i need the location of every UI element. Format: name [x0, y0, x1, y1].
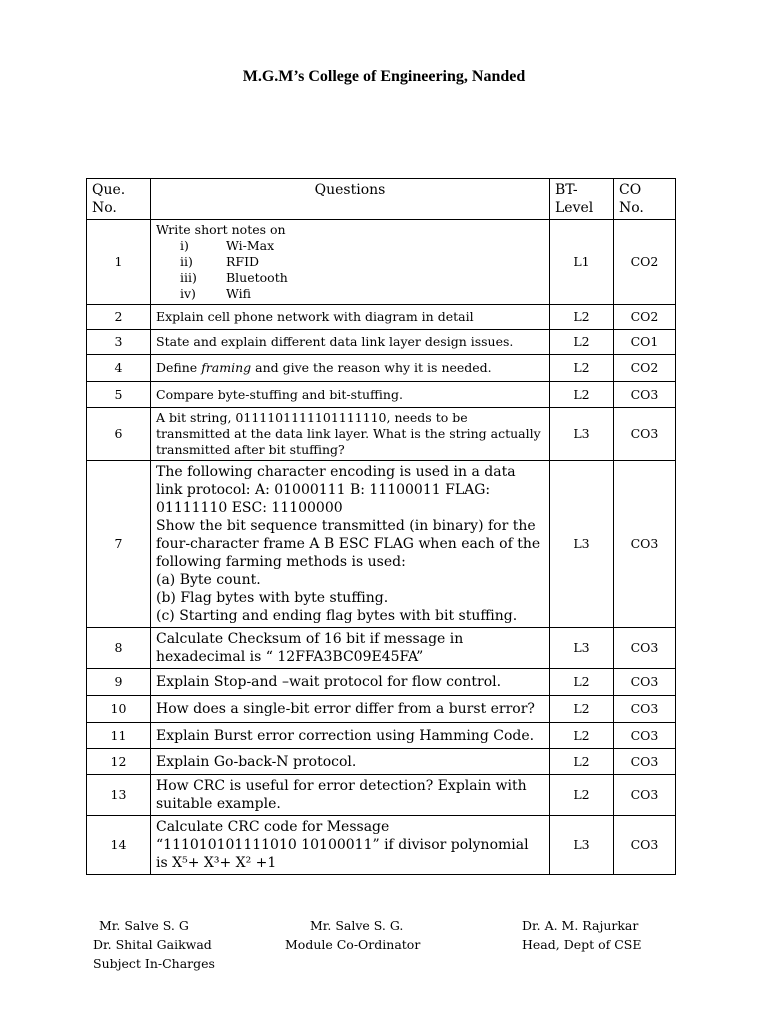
bt-level: L2: [550, 749, 614, 775]
co-number: CO1: [614, 330, 676, 355]
footer-module-coordinator: [285, 916, 420, 954]
page-title: M.G.M’s College of Engineering, Nanded: [242, 68, 526, 85]
question-number: 3: [87, 330, 151, 355]
question-number: 11: [87, 723, 151, 749]
signatory-role: Module Co-Ordinator: [285, 937, 421, 952]
question-number: 8: [87, 628, 151, 669]
co-number: CO3: [614, 408, 676, 461]
signatory-name: Mr. Salve S. G.: [310, 918, 404, 933]
co-number: CO2: [614, 220, 676, 305]
table-row: [87, 220, 676, 305]
question-line: Show the bit sequence transmitted (in binary) for the four-character frame A B ESC FLAG when each of the following farming methods is used:: [156, 518, 541, 570]
question-text: [151, 816, 550, 875]
sub-item-text: Bluetooth: [226, 270, 288, 285]
co-number: CO3: [614, 816, 676, 875]
question-line: is X⁵+ X³+ X² +1: [156, 855, 277, 871]
bt-level: L2: [550, 669, 614, 696]
bt-level: L2: [550, 355, 614, 382]
question-number: 14: [87, 816, 151, 875]
co-number: CO3: [614, 628, 676, 669]
question-text: A bit string, 0111101111101111110, needs to be transmitted at the data link layer. What is the string actually transmitted after bit stuffing?: [151, 408, 550, 461]
question-line: Calculate CRC code for Message: [156, 819, 390, 835]
sub-item-number: ii): [180, 254, 193, 269]
co-number: CO3: [614, 461, 676, 628]
bt-level: L2: [550, 723, 614, 749]
sub-item: [156, 286, 544, 302]
co-number: CO3: [614, 749, 676, 775]
co-number: CO3: [614, 723, 676, 749]
signatory-name: Dr. Shital Gaikwad: [93, 937, 212, 952]
question-number: 1: [87, 220, 151, 305]
question-number: 5: [87, 382, 151, 408]
bt-level: L3: [550, 408, 614, 461]
table-row: [87, 749, 676, 775]
question-line: The following character encoding is used in a data link protocol: A: 01000111 B: 11100011 FLAG: 01111110 ESC: 11100000: [156, 464, 516, 516]
table-row: [87, 775, 676, 816]
table-row: [87, 355, 676, 382]
table-row: [87, 461, 676, 628]
table-row: [87, 408, 676, 461]
signatory-role: Head, Dept of CSE: [522, 937, 642, 952]
co-number: CO3: [614, 382, 676, 408]
question-text: How CRC is useful for error detection? Explain with suitable example.: [151, 775, 550, 816]
bt-level: L2: [550, 696, 614, 723]
question-line: (a) Byte count.: [156, 572, 261, 588]
questions-table: [86, 178, 676, 875]
question-text: Calculate Checksum of 16 bit if message in hexadecimal is “ 12FFA3BC09E45FA”: [151, 628, 550, 669]
question-number: 2: [87, 305, 151, 330]
signatory-name: Dr. A. M. Rajurkar: [522, 918, 639, 933]
bt-level: L2: [550, 382, 614, 408]
question-number: 13: [87, 775, 151, 816]
question-text-part: and give the reason why it is needed.: [251, 360, 492, 375]
footer-subject-incharges: [93, 916, 215, 973]
question-number: 12: [87, 749, 151, 775]
question-line: (b) Flag bytes with byte stuffing.: [156, 590, 389, 606]
table-row: [87, 669, 676, 696]
signatory-role: Subject In-Charges: [93, 956, 215, 971]
table-row: [87, 330, 676, 355]
co-number: CO3: [614, 696, 676, 723]
table-header-row: [87, 179, 676, 220]
question-text: How does a single-bit error differ from a burst error?: [151, 696, 550, 723]
question-text: Explain cell phone network with diagram in detail: [151, 305, 550, 330]
question-number: 10: [87, 696, 151, 723]
sub-item-number: i): [180, 238, 189, 253]
table-row: [87, 696, 676, 723]
sub-item-text: Wifi: [226, 286, 251, 301]
question-number: 4: [87, 355, 151, 382]
question-text: [151, 355, 550, 382]
bt-level: L3: [550, 461, 614, 628]
question-number: 9: [87, 669, 151, 696]
question-text: Explain Go-back-N protocol.: [151, 749, 550, 775]
sub-item-text: Wi-Max: [226, 238, 275, 253]
question-text-part: Define: [156, 360, 202, 375]
sub-item-number: iv): [180, 286, 196, 301]
signatory-name: Mr. Salve S. G: [99, 918, 189, 933]
header-co-no: CO No.: [614, 179, 676, 220]
bt-level: L2: [550, 775, 614, 816]
header-que-no: Que. No.: [87, 179, 151, 220]
sub-item: [156, 238, 544, 254]
table-row: [87, 382, 676, 408]
sub-item: [156, 254, 544, 270]
sub-item: [156, 270, 544, 286]
question-text: Compare byte-stuffing and bit-stuffing.: [151, 382, 550, 408]
question-text: [151, 461, 550, 628]
bt-level: L3: [550, 816, 614, 875]
question-intro: Write short notes on: [156, 222, 286, 237]
bt-level: L1: [550, 220, 614, 305]
bt-level: L2: [550, 330, 614, 355]
footer-hod: [522, 916, 642, 954]
table-row: [87, 305, 676, 330]
table-row: [87, 723, 676, 749]
co-number: CO3: [614, 669, 676, 696]
question-line: (c) Starting and ending flag bytes with bit stuffing.: [156, 608, 518, 624]
bt-level: L2: [550, 305, 614, 330]
question-emphasis: framing: [201, 360, 252, 375]
question-text: State and explain different data link layer design issues.: [151, 330, 550, 355]
question-text: Explain Stop-and –wait protocol for flow control.: [151, 669, 550, 696]
sub-item-text: RFID: [226, 254, 260, 269]
header-questions: Questions: [151, 179, 550, 220]
bt-level: L3: [550, 628, 614, 669]
table-row: [87, 816, 676, 875]
header-bt-level: BT- Level: [550, 179, 614, 220]
question-number: 6: [87, 408, 151, 461]
co-number: CO2: [614, 355, 676, 382]
table-row: [87, 628, 676, 669]
co-number: CO2: [614, 305, 676, 330]
sub-item-number: iii): [180, 270, 197, 285]
co-number: CO3: [614, 775, 676, 816]
question-text: Explain Burst error correction using Hamming Code.: [151, 723, 550, 749]
question-number: 7: [87, 461, 151, 628]
question-text: [151, 220, 550, 305]
question-line: “111010101111010 10100011” if divisor polynomial: [156, 837, 529, 853]
